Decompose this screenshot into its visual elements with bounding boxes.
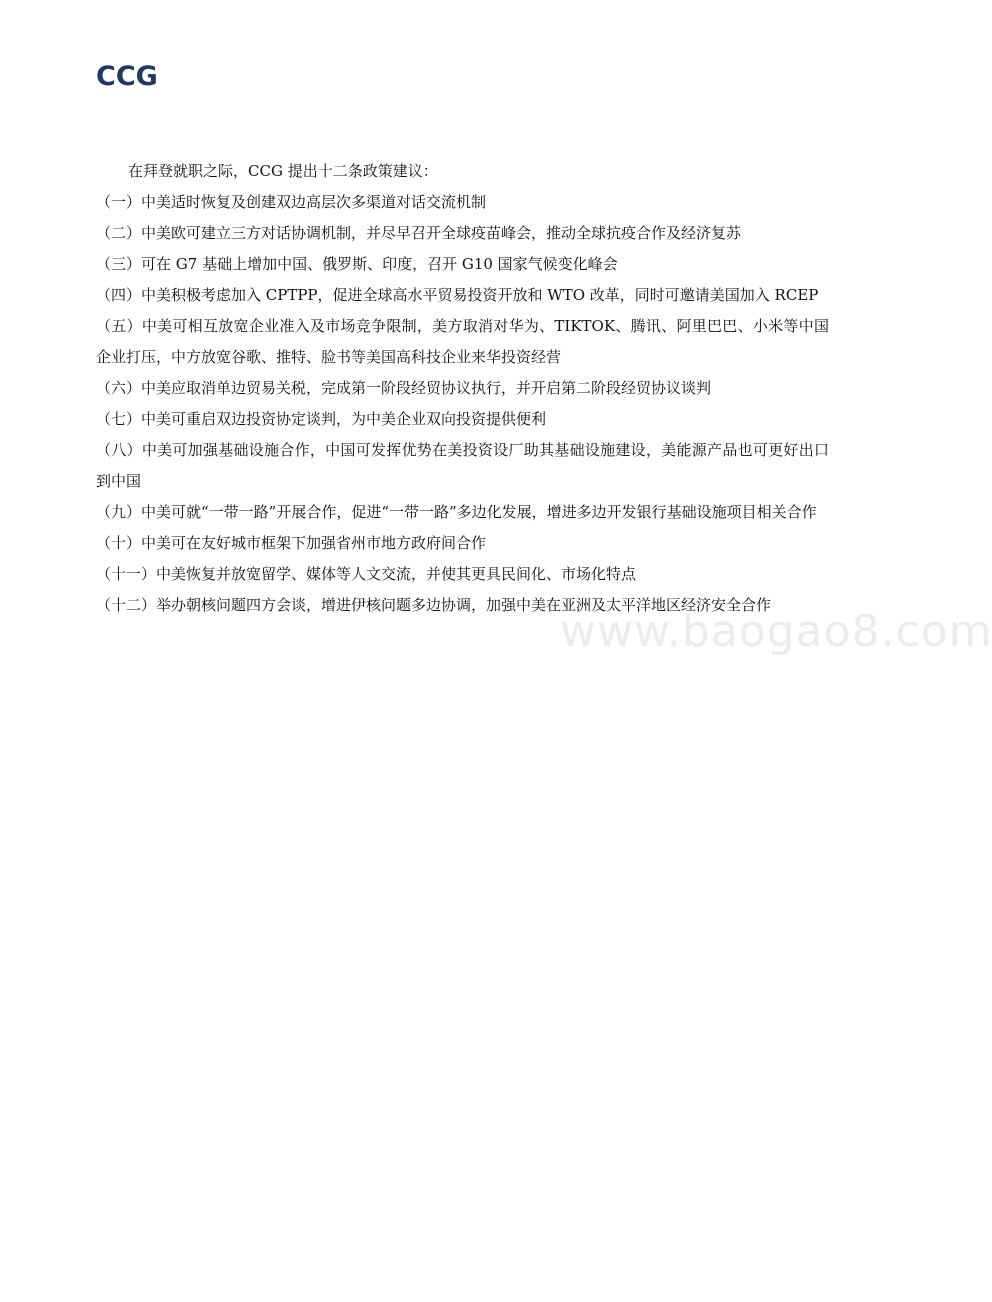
watermark: www.baogao8.com bbox=[560, 606, 992, 657]
ccg-logo: CCG bbox=[96, 61, 158, 92]
policy-item-12: （十二）举办朝核问题四方会谈，增进伊核问题多边协调，加强中美在亚洲及太平洋地区经济安全合作 bbox=[96, 596, 772, 614]
policy-item-10: （十）中美可在友好城市框架下加强省州市地方政府间合作 bbox=[96, 534, 487, 552]
intro-paragraph: 在拜登就职之际，CCG 提出十二条政策建议： bbox=[128, 162, 438, 180]
policy-item-6: （六）中美应取消单边贸易关税，完成第一阶段经贸协议执行，并开启第二阶段经贸协议谈判 bbox=[96, 379, 712, 397]
policy-item-8: （八）中美可加强基础设施合作，中国可发挥优势在美投资设厂助其基础设施建设，美能源产品也可更好出口到中国 bbox=[96, 441, 829, 490]
policy-item-11: （十一）中美恢复并放宽留学、媒体等人文交流，并使其更具民间化、市场化特点 bbox=[96, 565, 637, 583]
policy-item-7: （七）中美可重启双边投资协定谈判，为中美企业双向投资提供便利 bbox=[96, 410, 547, 428]
policy-item-5: （五）中美可相互放宽企业准入及市场竞争限制，美方取消对华为、TIKTOK、腾讯、阿里巴巴、小米等中国企业打压，中方放宽谷歌、推特、脸书等美国高科技企业来华投资经营 bbox=[96, 317, 829, 366]
document-body bbox=[96, 156, 829, 621]
policy-item-9: （九）中美可就“一带一路”开展合作，促进“一带一路”多边化发展，增进多边开发银行基础设施项目相关合作 bbox=[96, 503, 817, 521]
policy-item-3: （三）可在 G7 基础上增加中国、俄罗斯、印度，召开 G10 国家气候变化峰会 bbox=[96, 255, 618, 273]
policy-item-1: （一）中美适时恢复及创建双边高层次多渠道对话交流机制 bbox=[96, 193, 487, 211]
policy-item-4: （四）中美积极考虑加入 CPTPP，促进全球高水平贸易投资开放和 WTO 改革，同时可邀请美国加入 RCEP bbox=[96, 286, 819, 304]
policy-item-2: （二）中美欧可建立三方对话协调机制，并尽早召开全球疫苗峰会，推动全球抗疫合作及经济复苏 bbox=[96, 224, 742, 242]
